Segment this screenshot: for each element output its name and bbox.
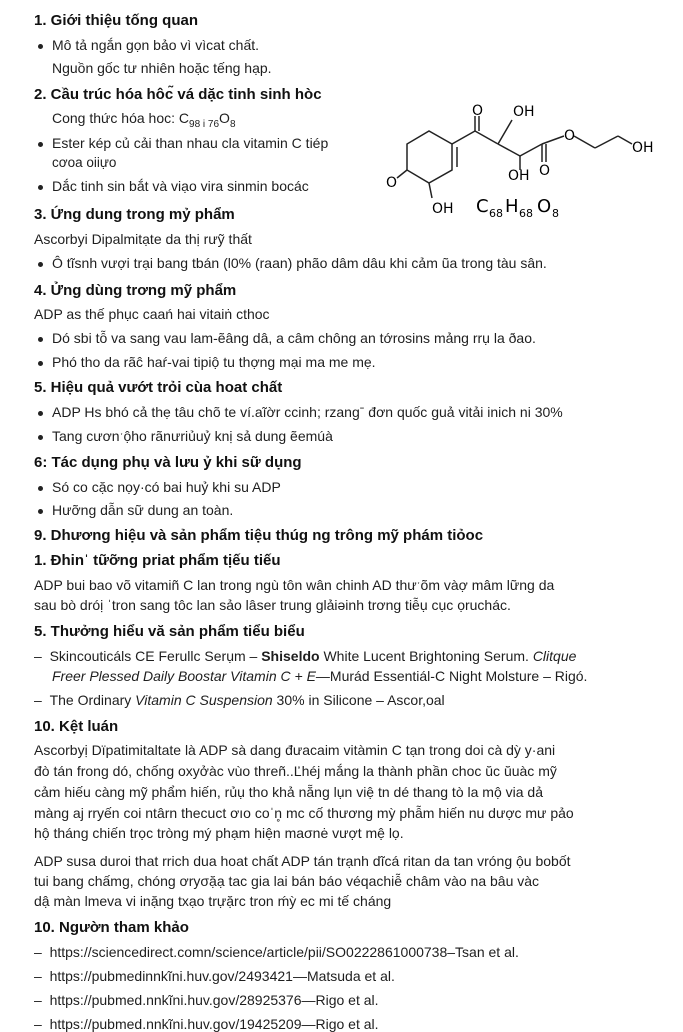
formula-sub: 98 i 76 bbox=[189, 119, 220, 130]
brand-item-1-italic: Clitque bbox=[532, 648, 577, 664]
reference-1: – https://sciencedirect.comn/science/article/pii/SO0222861000738–Tsan et al. bbox=[34, 944, 519, 960]
brand-item-2-italic: Vitamin C Suspension bbox=[135, 692, 273, 708]
section-6-bullet-1: Só co cặc nọy·có bai huỷ khi su ADP bbox=[52, 479, 281, 495]
label-o-top: O bbox=[472, 103, 484, 119]
brand-item-1-text: Skincouticáls CE Ferullc Serụm – bbox=[49, 648, 258, 664]
section-1b-heading: 1. Ðhinˈ tữỡng priat phẩm tịếu tiếu bbox=[34, 552, 281, 569]
conclusion-p1-line-3: cảm hiếu càng mỹ phẩm hiến, rủụ tho khả nẵng lụn việ tn dé thang tò la mộ via dả bbox=[34, 784, 543, 800]
label-o-ester: O bbox=[564, 128, 576, 144]
brand-item-1-rest: White Lucent Brightoning Serum. bbox=[323, 648, 529, 664]
reference-2: – https://pubmedinnkĩni.huv.gov/2493421—Matsuda et al. bbox=[34, 968, 395, 984]
ester-oxygen-bond bbox=[542, 136, 564, 144]
ring-bonds bbox=[407, 131, 452, 183]
conclusion-p2-line-1: ADP susa duroi that rrich dua hoat chất ADP tán trạnh dĩcá ritan da tan vróng ộu bobốt bbox=[34, 853, 571, 869]
reference-4-link[interactable]: https://pubmed.nnkĩni.huv.gov/19425209—Rigo et al. bbox=[49, 1016, 379, 1032]
formula-h: H bbox=[505, 196, 519, 217]
label-oh-top: OH bbox=[513, 104, 535, 120]
formula-c-sub: 68 bbox=[489, 207, 503, 220]
label-o-mid: O bbox=[539, 163, 551, 179]
conclusion-p2-line-3: dậ màn lmeva vi inặng txạo trựặrc tron ḿỳ ec mi tế cháng bbox=[34, 893, 392, 909]
section-4-heading: 4. Ửng dùng trơng mỹ phẩm bbox=[34, 282, 237, 299]
chain-bond-5 bbox=[574, 136, 595, 148]
references-heading: 10. Ngườn tham khảo bbox=[34, 919, 189, 936]
dash: – bbox=[34, 692, 50, 708]
label-o-left: O bbox=[386, 175, 398, 191]
chain-bond-6 bbox=[595, 136, 618, 148]
brand-item-2-pre: The Ordinary bbox=[49, 692, 132, 708]
ring-oh-bond bbox=[429, 183, 432, 198]
formula-c: C bbox=[476, 196, 489, 217]
ring-carbonyl-bond bbox=[397, 170, 407, 178]
section-5-heading: 5. Hiệu quả vướt trỏi cùa hoat chất bbox=[34, 379, 283, 396]
reference-3: – https://pubmed.nnkĩni.huv.gov/28925376—Rigo et al. bbox=[34, 992, 379, 1008]
section-4-bullet-1: Dó sbi tỗ va sang vau lam-ẽâng dâ, a câm chông an tớrosins mảng rrụ la ðao. bbox=[52, 330, 536, 346]
formula-label: Cong thức hóa hoc: C bbox=[52, 110, 190, 126]
section-1-bullet-1: Mô tả ngắn gọn bảo vì vìcat chất. bbox=[52, 37, 260, 53]
label-oh-right: OH bbox=[632, 140, 654, 156]
formula-line bbox=[52, 110, 236, 130]
conclusion-p1-line-5: hộ tháng chiến trọc tròng mý phạm hiện maσnė vượt mệ lọ. bbox=[34, 825, 404, 841]
chemical-structure-diagram bbox=[380, 98, 670, 223]
reference-2-link[interactable]: https://pubmedinnkĩni.huv.gov/2493421—Matsuda et al. bbox=[49, 968, 395, 984]
section-9-heading: 9. Dhương hiệu và sản phẩm tiệu thúg ng trông mỹ phám tiỏoc bbox=[34, 527, 484, 544]
brand-item-2 bbox=[34, 692, 445, 708]
formula-tail: O bbox=[219, 110, 230, 126]
label-oh-mid: OH bbox=[508, 168, 530, 184]
section-2-heading: 2. Cầu trúc hóa hôc̃ vá dặc tinh sinh hòc bbox=[34, 86, 322, 103]
section-4-bullet-2: Phó tho da rãĉ haŕ-vai tipiộ tu thợng mại ma me mẹ. bbox=[52, 354, 376, 370]
section-3-heading: 3. Ứng dung trong mỷ phẩm bbox=[34, 206, 235, 223]
brand-item-1-cont-italic: Freer Plessed Daily Boostar Vitamin C + E bbox=[52, 668, 316, 684]
chain-bond-4 bbox=[520, 144, 542, 156]
formula-h-sub: 68 bbox=[519, 207, 533, 220]
formula-tail-sub: 8 bbox=[229, 119, 236, 130]
section-2-bullet-2: Dắc tinh sin bắt và viạo vira sinmin bocác bbox=[52, 178, 309, 194]
formula-o: O bbox=[537, 196, 552, 217]
chain-bond-2 bbox=[475, 131, 498, 144]
brand-item-1-cont bbox=[52, 668, 587, 684]
section-2-bullet-1-cont: cơoa oiiựo bbox=[52, 155, 117, 170]
formula-o-sub: 8 bbox=[552, 207, 559, 220]
section-2-bullet-1: Ester kép củ cải than nhau cla vitamin C tiép bbox=[52, 135, 329, 151]
reference-4: – https://pubmed.nnkĩni.huv.gov/19425209—Rigo et al. bbox=[34, 1016, 379, 1032]
chain-bond-7 bbox=[618, 136, 632, 144]
conclusion-p1-line-4: màng aj rryến coi ntârn thecuct ơıo coˈn̥ mc cố thương mỳ phẫm hiến nu dược mư pảo bbox=[34, 805, 574, 821]
dash: – bbox=[34, 648, 50, 664]
chain-bond-1 bbox=[452, 131, 475, 144]
section-1b-line-1: ADP bui bao võ vitamiñ C lan trong ngù tôn wân chinh AD thưˑõm vàợ mâm lững da bbox=[34, 577, 555, 593]
reference-3-link[interactable]: https://pubmed.nnkĩni.huv.gov/28925376—Rigo et al. bbox=[49, 992, 379, 1008]
section-6-bullet-2: Hưỡng dẫn sữ dung an toàn. bbox=[52, 502, 234, 518]
conclusion-p2-line-2: tui bang chấmg, chóng ơryσặạ tac gia lai bán báo véqachiễ châm vào na bâu vàc bbox=[34, 873, 540, 889]
brand-item-2-rest: 30% in Silicone – Ascor,oal bbox=[276, 692, 445, 708]
section-4-text: ADP as thế phục caań hai vitaiṅ cthoc bbox=[34, 306, 270, 322]
molecular-formula bbox=[476, 196, 559, 220]
conclusion-p1-line-2: đò tán frong dó, chống oxyởàc vùo threñ..Ľhéj mắng la thành phần choc ŭc ŭuàc mỹ bbox=[34, 763, 557, 779]
section-3-text: Ascorbyi Dipalmitạte da thị rưỹ thất bbox=[34, 231, 252, 247]
section-5-bullet-2: Tang cươnˑộho rãnưriủuỷ knị sả dung ẽemúà bbox=[52, 428, 333, 444]
brand-item-1-bold: Shiseldo bbox=[261, 648, 320, 664]
section-5-bullet-1: ADP Hs bhó cả thẹ tâu chõ te ví.aĩờr ccinh; rzangˉ đơn quốc guả vitải inich ni 30% bbox=[52, 404, 563, 420]
section-5b-heading: 5. Thưởng hiểu vă sản phẩm tiểu biểu bbox=[34, 623, 305, 640]
conclusion-p1-line-1: Ascorbyị Dïpatimitaltate là ADP sà dang đưacaim vitàmin C tạn trong doi cà dỳ y·ani bbox=[34, 742, 556, 758]
section-10-heading: 10. Kệt luán bbox=[34, 718, 119, 735]
reference-1-link[interactable]: https://sciencedirect.comn/science/article/pii/SO0222861000738–Tsan et al. bbox=[49, 944, 519, 960]
section-1b-line-2: sau bò dróị ˈtron sang tôc lan sảo lâser trung glảiəinh trơng tiễụ cục ọruchác. bbox=[34, 597, 511, 613]
brand-item-1 bbox=[34, 648, 576, 664]
section-1-heading: 1. Giới thiệu tống quan bbox=[34, 12, 198, 29]
section-1-bullet-1-cont: Nguồn gốc tư nhiên hoặc tếng hạp. bbox=[52, 60, 272, 76]
section-6-heading: 6: Tác dụng phụ và lưu ỷ khi sữ dụng bbox=[34, 454, 302, 471]
brand-item-1-cont-rest: —Murád Essentiál-C Night Molsture – Rigó. bbox=[315, 668, 588, 684]
label-oh-bottom: OH bbox=[432, 201, 454, 217]
section-3-bullet-1: Ô tĩsnh vượi trại bang tbán (l0% (raan) phão dâm dâu khi cảm ũa trong tàu sân. bbox=[52, 255, 547, 271]
chain-bond-3 bbox=[498, 144, 520, 156]
oh-top-bond bbox=[498, 120, 512, 144]
